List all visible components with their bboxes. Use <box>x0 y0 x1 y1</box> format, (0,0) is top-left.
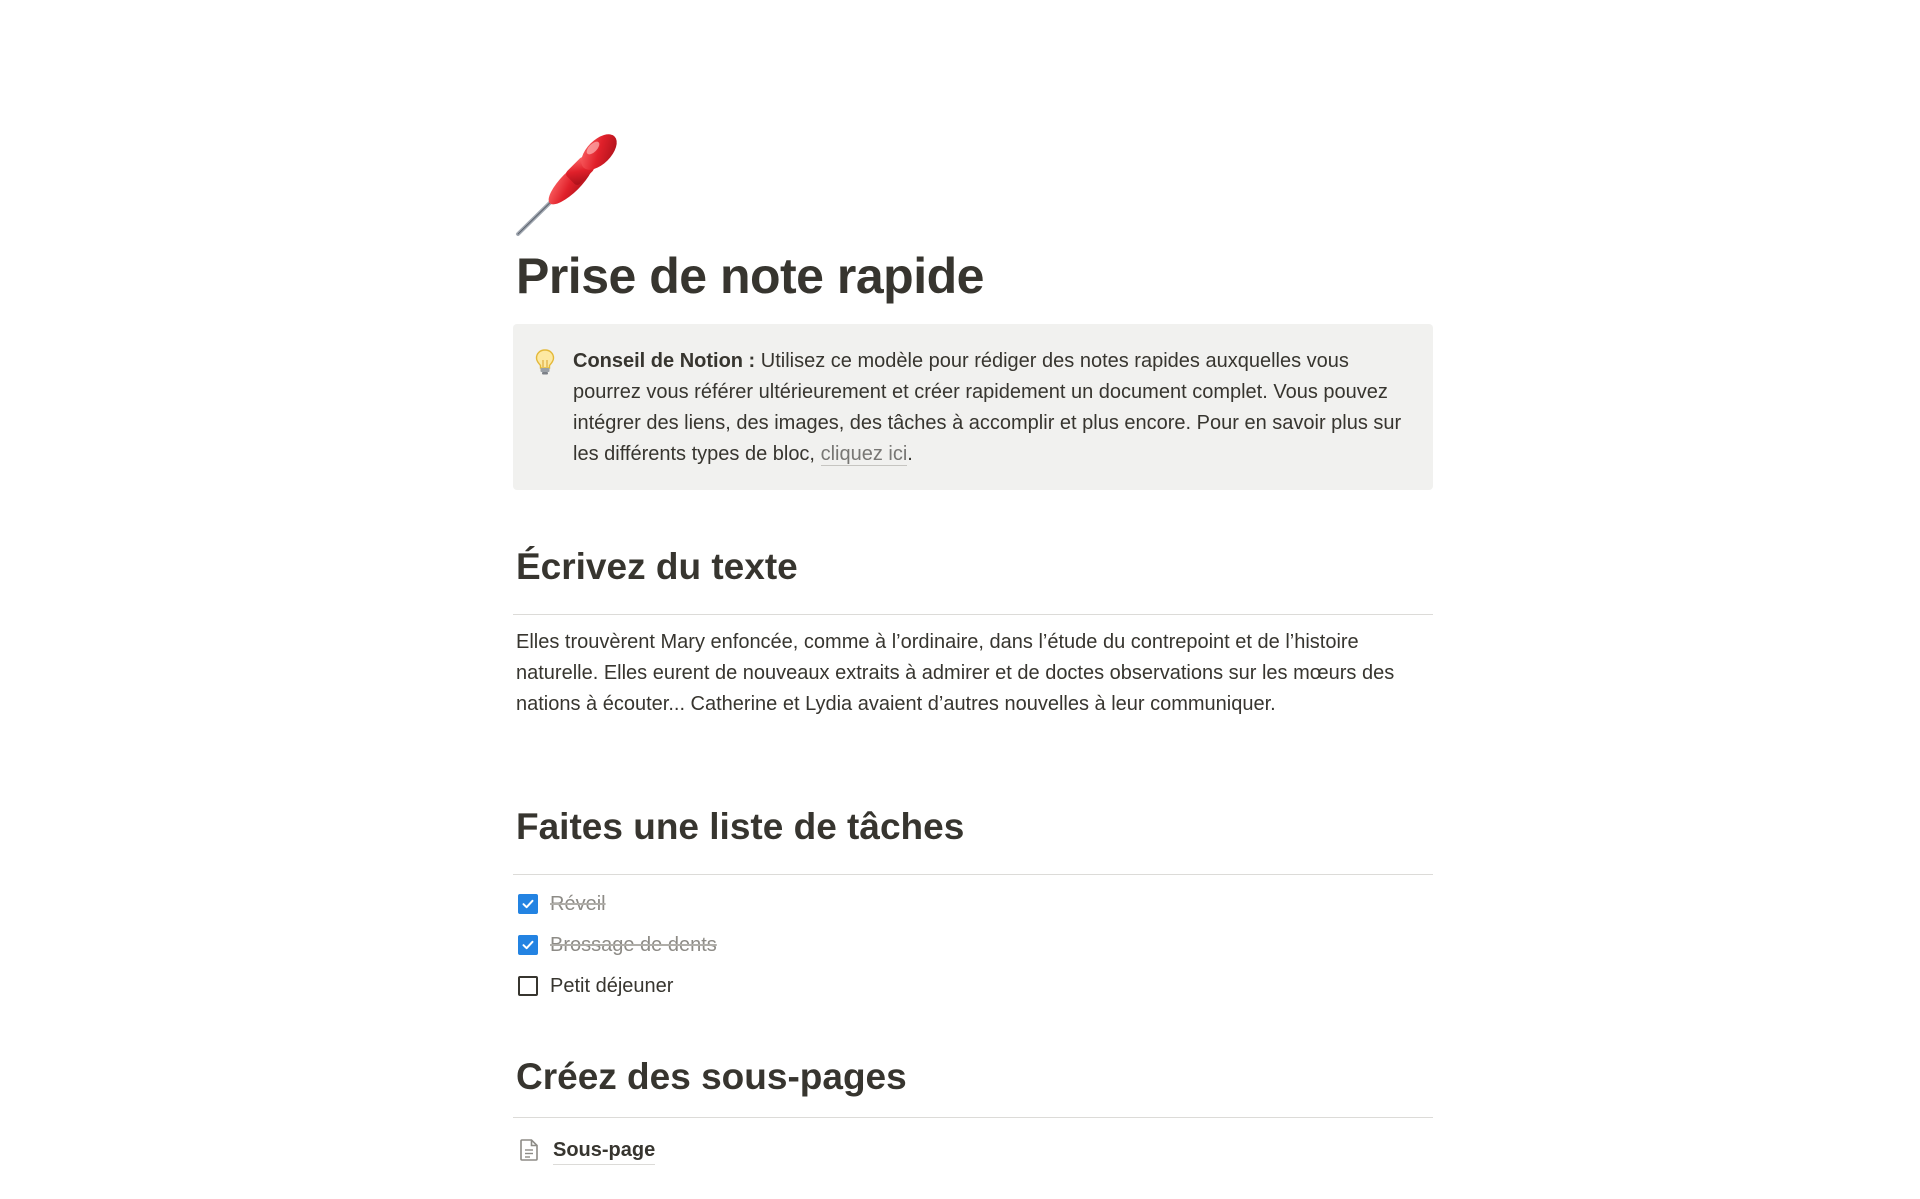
page-icon <box>518 1138 540 1162</box>
callout-suffix: . <box>907 443 913 465</box>
heading-divider <box>513 614 1433 615</box>
checkbox-unchecked[interactable] <box>518 976 538 996</box>
page-title[interactable]: Prise de note rapide <box>516 248 984 304</box>
body-paragraph[interactable]: Elles trouvèrent Mary enfoncée, comme à l’ordinaire, dans l’étude du contrepoint et de l’histoire naturelle. Elles eurent de nouveaux extraits à admirer et de doctes observations sur les mœurs des nations à écouter... Catherine et Lydia avaient d’autres nouvelles à leur communiquer. <box>516 631 1395 715</box>
subpage-label[interactable]: Sous-page <box>553 1136 655 1165</box>
callout-text <box>573 346 1413 470</box>
todo-item <box>518 888 606 920</box>
callout-bold-prefix: Conseil de Notion : <box>573 350 756 372</box>
notion-tip-callout[interactable] <box>513 324 1433 490</box>
heading-write-text[interactable]: Écrivez du texte <box>516 546 798 587</box>
checkbox-checked[interactable] <box>518 894 538 914</box>
todo-label[interactable]: Réveil <box>550 893 606 915</box>
todo-label[interactable]: Petit déjeuner <box>550 975 674 997</box>
todo-item <box>518 970 673 1002</box>
heading-divider <box>513 874 1433 875</box>
heading-divider <box>513 1117 1433 1118</box>
heading-todo-list[interactable]: Faites une liste de tâches <box>516 806 965 847</box>
checkmark-icon <box>521 897 535 911</box>
heading-subpages[interactable]: Créez des sous-pages <box>516 1056 907 1097</box>
checkbox-checked[interactable] <box>518 935 538 955</box>
checkmark-icon <box>521 938 535 952</box>
callout-body: Utilisez ce modèle pour rédiger des notes rapides auxquelles vous pourrez vous référer ultérieurement et créer rapidement un document complet. Vous pouvez intégrer des liens, des images, des tâches à accomplir et plus encore. Pour en savoir plus sur les différents types de bloc, <box>573 350 1402 465</box>
todo-label[interactable]: Brossage de dents <box>550 934 717 956</box>
click-here-link[interactable]: cliquez ici <box>820 443 908 465</box>
todo-item <box>518 929 717 961</box>
lightbulb-icon <box>533 348 557 376</box>
subpage-link[interactable] <box>518 1133 655 1167</box>
pushpin-icon[interactable] <box>513 118 633 238</box>
